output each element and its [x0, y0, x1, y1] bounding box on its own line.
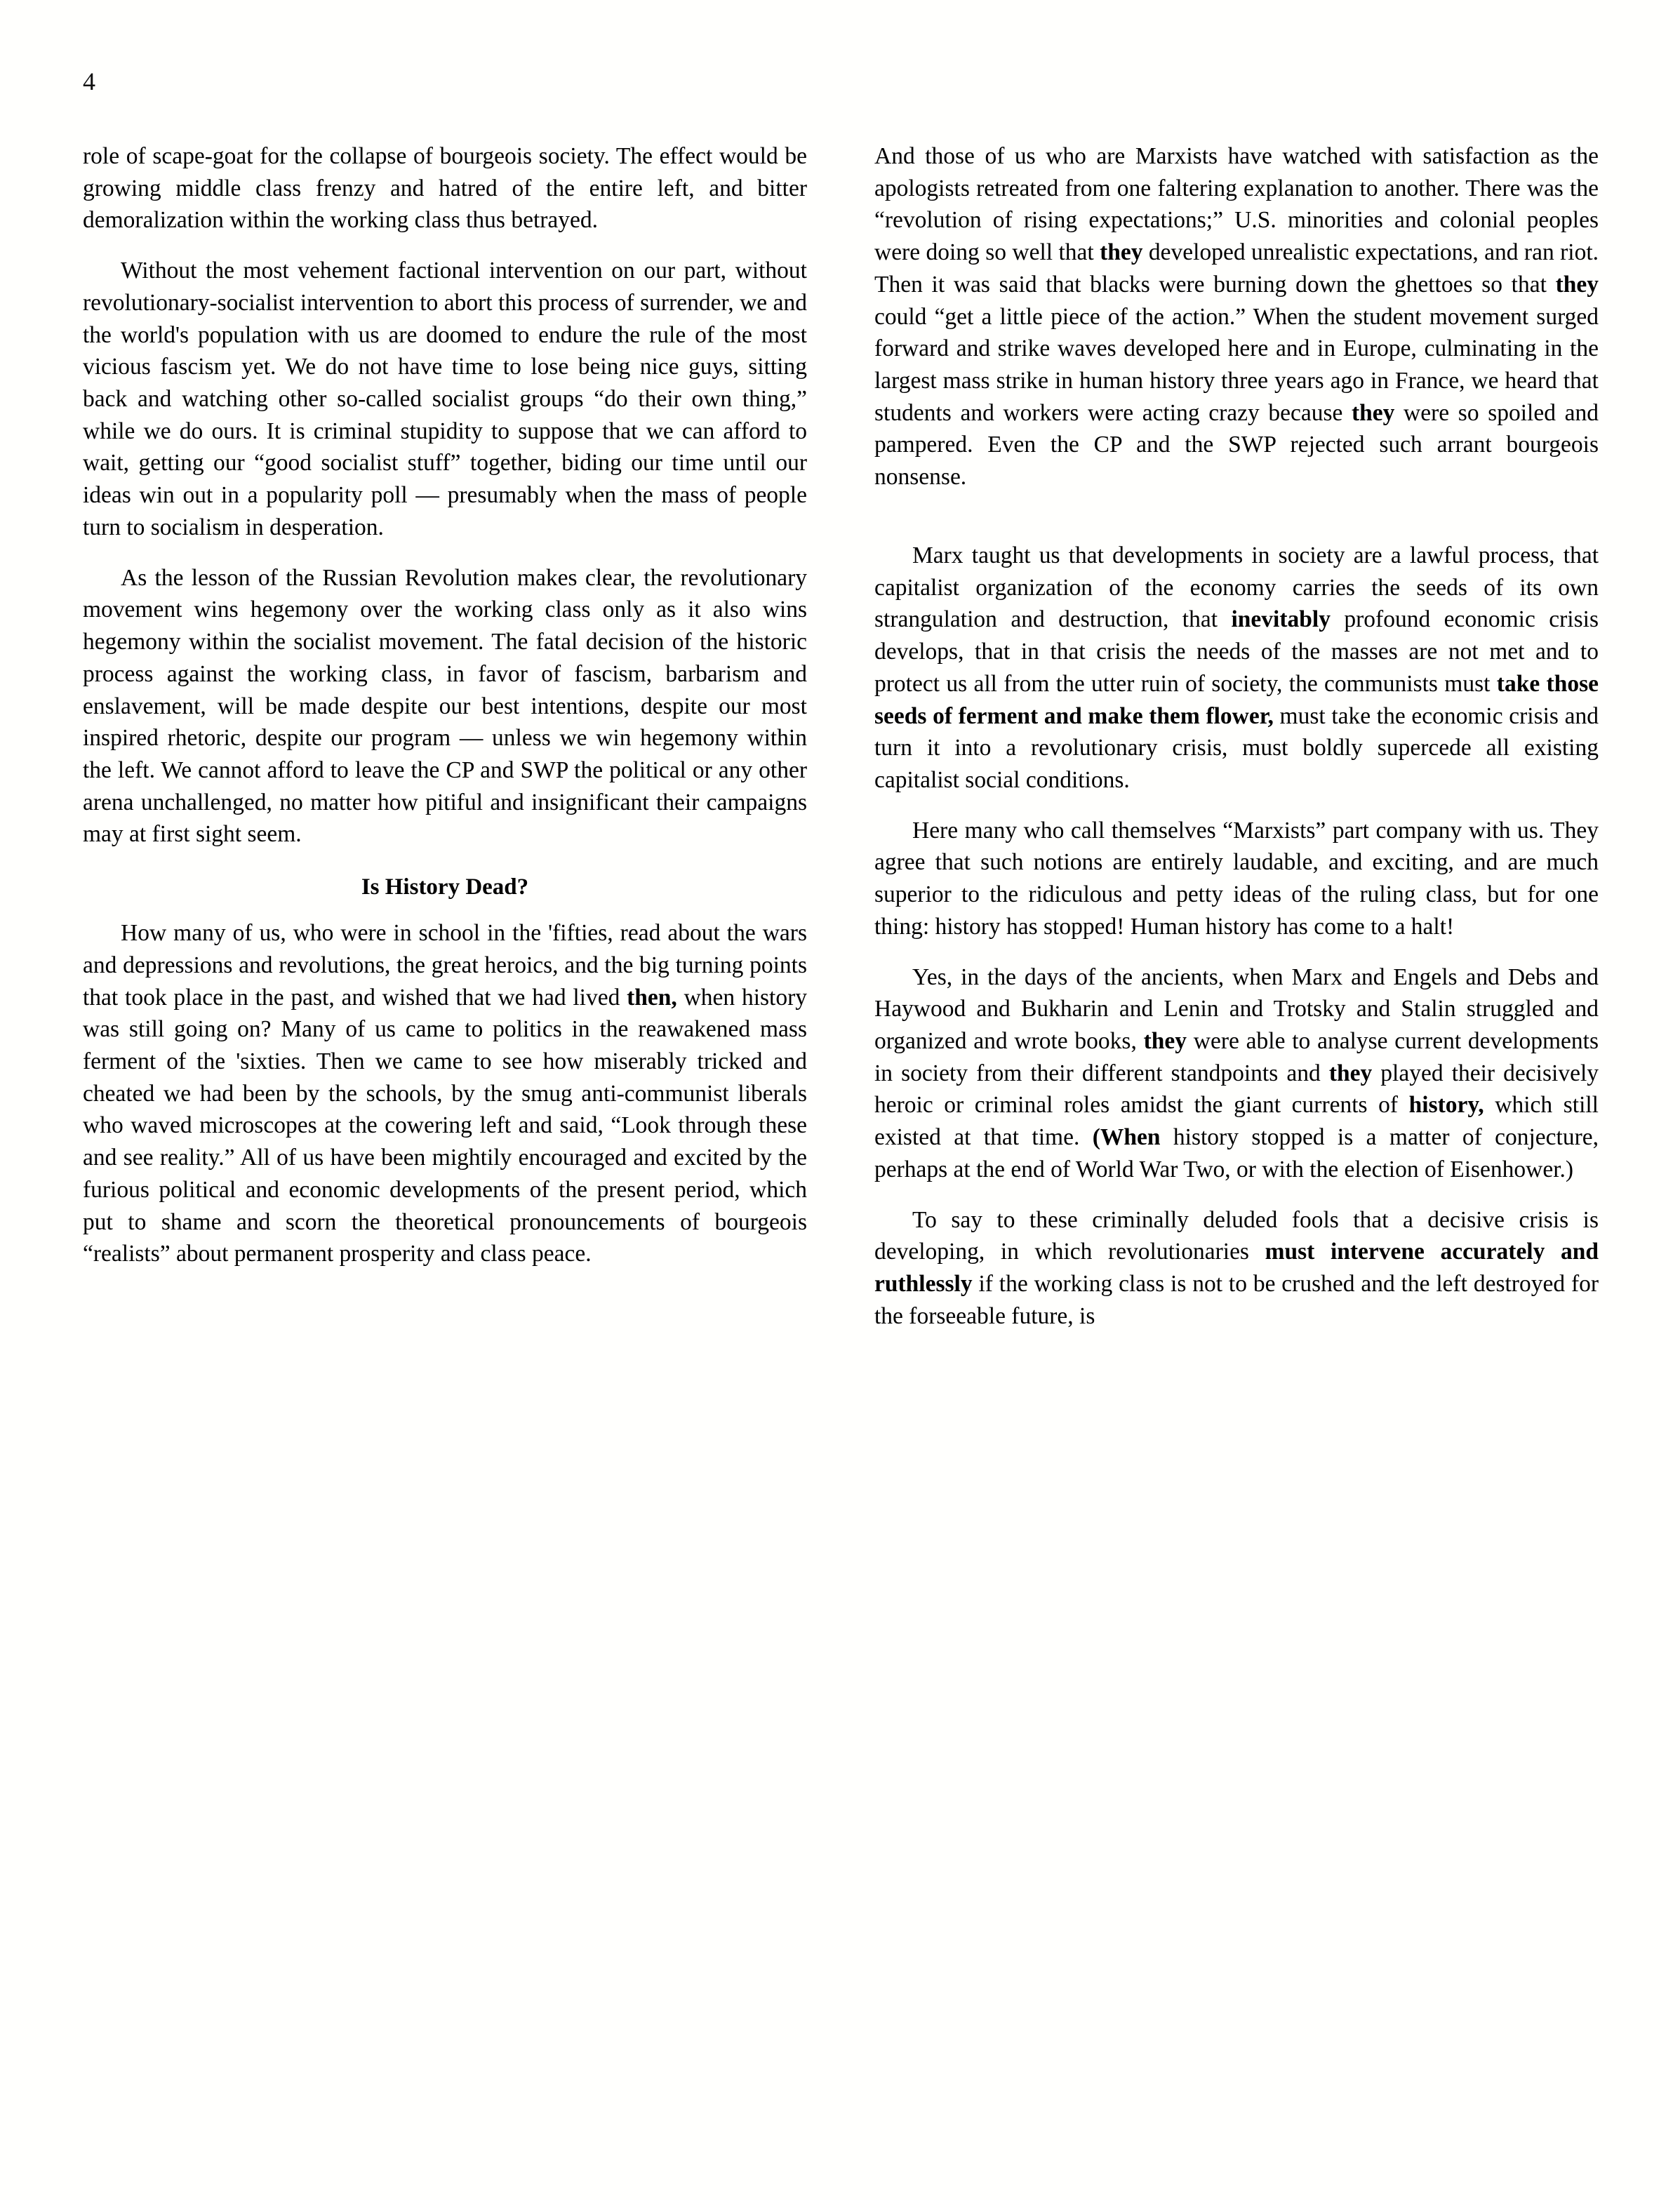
- paragraph: And those of us who are Marxists have watched with satisfaction as the apologists retreated from one faltering explanation to another. There was the “revolution of rising expectations;” U.S. minorities and colonial peoples were doing so well that they developed unrealistic expectations, and ran riot. Then it was said that blacks were burning down the ghettoes so that they could “get a little piece of the action.” When the student movement surged forward and strike waves developed here and in Europe, culminating in the largest mass strike in human history three years ago in France, we heard that students and workers were acting crazy because they were so spoiled and pampered. Even the CP and the SWP rejected such arrant bourgeois nonsense.: [874, 143, 1599, 491]
- paragraph: Yes, in the days of the ancients, when Marx and Engels and Debs and Haywood and Bukharin and Lenin and Trotsky and Stalin struggled and organized and wrote books, they were able to analyse current developments in society from their different standpoints and they played their decisively heroic or criminal roles amidst the giant currents of history, which still existed at that time. (When history stopped is a matter of conjecture, perhaps at the end of World War Two, or with the election of Eisenhower.): [874, 964, 1599, 1182]
- page-number: 4: [83, 67, 95, 95]
- paragraph: Without the most vehement factional intervention on our part, without revolutionary-socialist intervention to abort this process of surrender, we and the world's population with us are doomed to endure the rule of the most vicious fascism yet. We do not have time to lose being nice guys, sitting back and watching other so-called socialist groups “do their own thing,” while we do ours. It is criminal stupidity to suppose that we can afford to wait, getting our “good socialist stuff” together, biding our time until our ideas win out in a popularity poll — presumably when the mass of people turn to socialism in desperation.: [83, 258, 807, 540]
- left-column: [83, 140, 807, 1350]
- paragraph: How many of us, who were in school in the 'fifties, read about the wars and depressions and revolutions, the great heroics, and the big turning points that took place in the past, and wished that we had lived then, when history was still going on? Many of us came to politics in the reawakened mass ferment of the 'sixties. Then we came to see how miserably tricked and cheated we had been by the schools, by the smug anti-communist liberals who waved microscopes at the cowering left and said, “Look through these and see reality.” All of us have been mightily encouraged and excited by the furious political and economic developments of the present period, which put to shame and scorn the theoretical pronouncements of bourgeois “realists” about permanent prosperity and class peace.: [83, 920, 808, 1267]
- two-column-body: [83, 140, 1599, 1350]
- paragraph-spacer: [874, 512, 1599, 540]
- paragraph: As the lesson of the Russian Revolution makes clear, the revolutionary movement wins hegemony over the working class only as it also wins hegemony within the socialist movement. The fatal decision of the historic process against the working class, in favor of fascism, barbarism and enslavement, will be made despite our best intentions, despite our most inspired rhetoric, despite our program — unless we win hegemony within the left. We cannot afford to leave the CP and SWP the political or any other arena unchallenged, no matter how pitiful and insignificant their campaigns may at first sight seem.: [83, 564, 807, 848]
- paragraph: Marx taught us that developments in society are a lawful process, that capitalist organization of the economy carries the seeds of its own strangulation and destruction, that inevitably profound economic crisis develops, that in that crisis the needs of the masses are not met and to protect us all from the utter ruin of society, the communists must take those seeds of ferment and make them flower, must take the economic crisis and turn it into a revolutionary crisis, must boldly supercede all existing capitalist social conditions.: [874, 542, 1599, 793]
- section-subheading: Is History Dead?: [361, 874, 529, 900]
- paragraph: role of scape-goat for the collapse of bourgeois society. The effect would be growing middle class frenzy and hatred of the entire left, and bitter demoralization within the working class thus betrayed.: [83, 143, 807, 234]
- paragraph: To say to these criminally deluded fools that a decisive crisis is developing, in which revolutionaries must intervene accurately and ruthlessly if the working class is not to be crushed and the left destroyed for the forseeable future, is: [874, 1206, 1599, 1329]
- right-column: [874, 140, 1599, 1350]
- paragraph: Here many who call themselves “Marxists” part company with us. They agree that such notions are entirely laudable, and exciting, and are much superior to the ridiculous and petty ideas of the ruling class, but for one thing: history has stopped! Human history has come to a halt!: [874, 817, 1599, 940]
